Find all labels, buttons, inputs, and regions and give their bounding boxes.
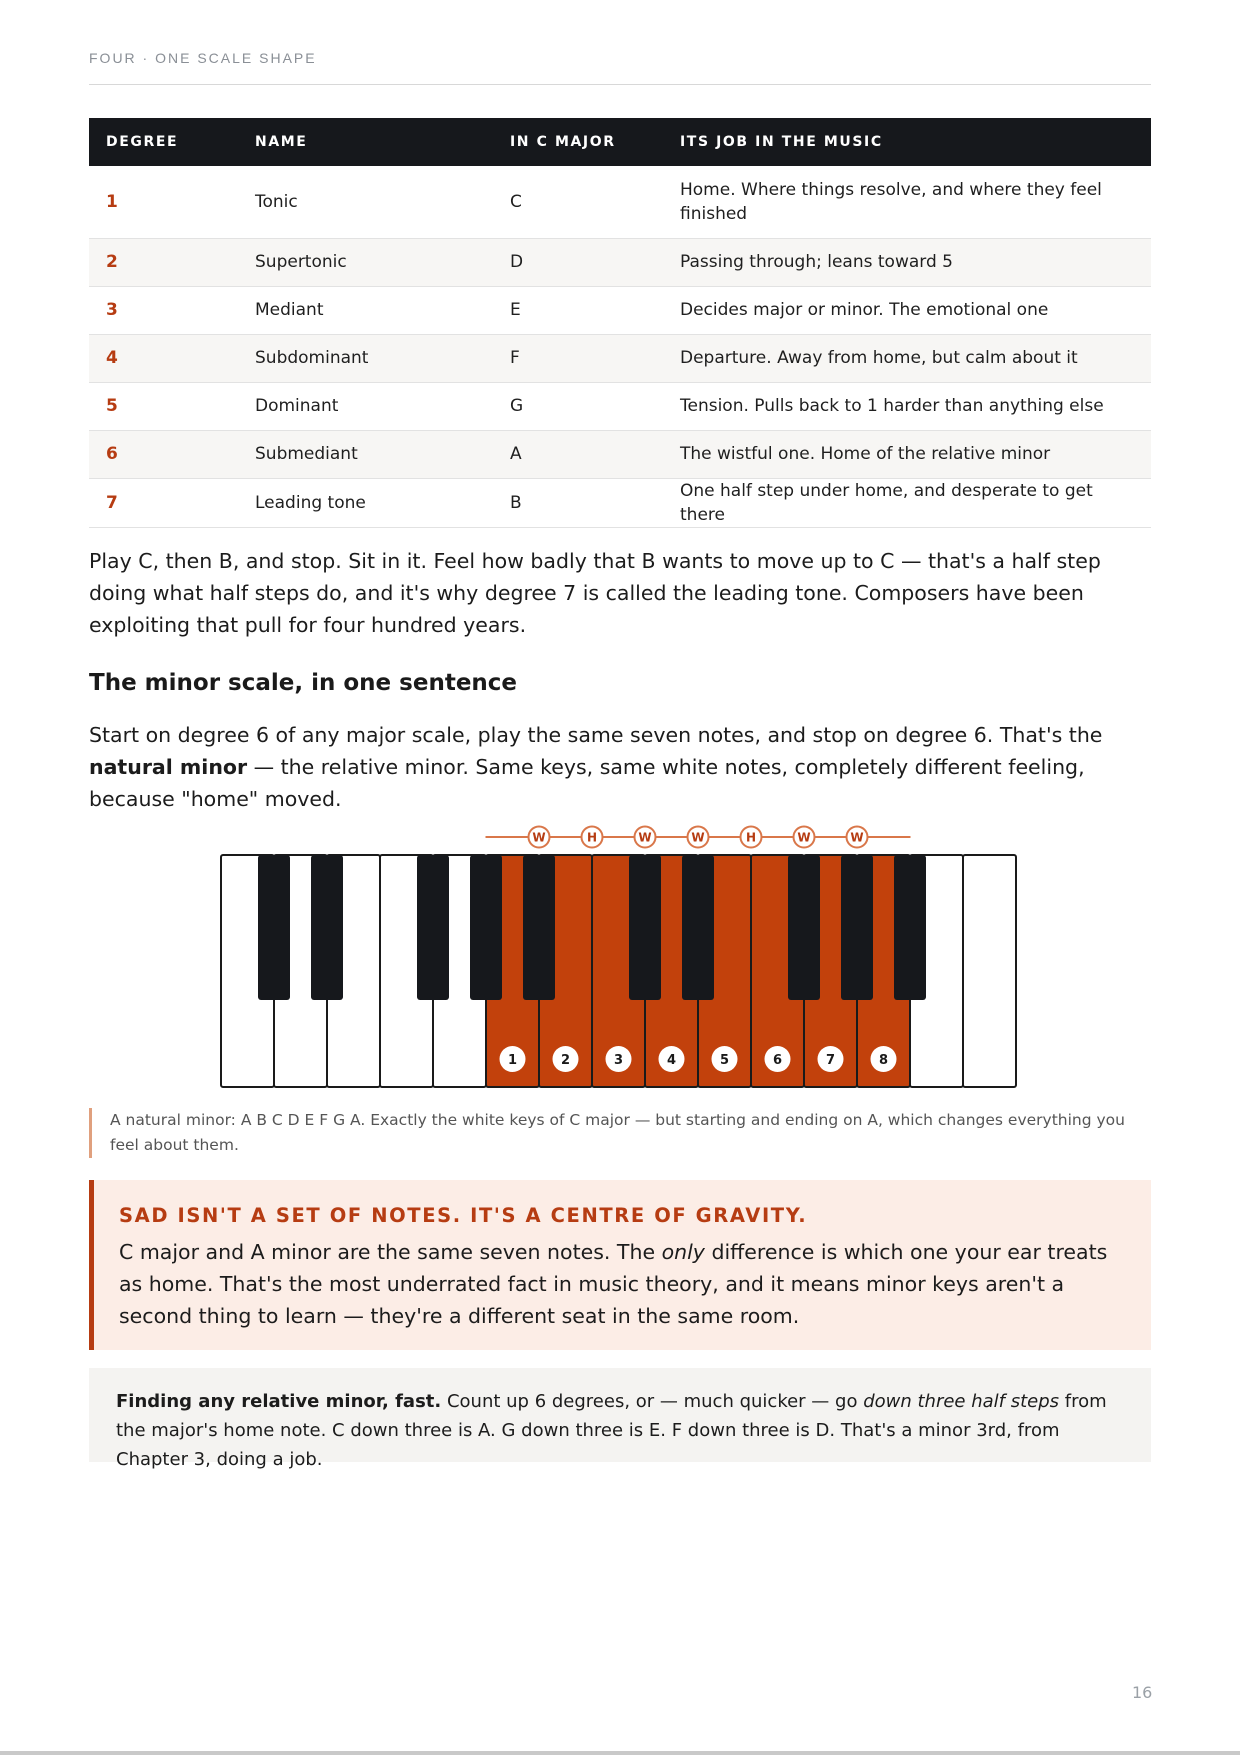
table-row bbox=[89, 334, 1151, 382]
degree-cell: 6 bbox=[89, 430, 238, 478]
degree-cell: 1 bbox=[89, 166, 238, 238]
name-cell: Tonic bbox=[238, 166, 493, 238]
tip-text: Count up 6 degrees, or — much quicker — go bbox=[441, 1391, 864, 1412]
black-key bbox=[417, 855, 449, 1000]
note-number-label: 4 bbox=[666, 1053, 677, 1068]
bottom-border bbox=[0, 1751, 1240, 1755]
job-cell: One half step under home, and desperate to get there bbox=[663, 478, 1151, 527]
callout-text: C major and A minor are the same seven notes. The bbox=[119, 1240, 662, 1264]
white-key bbox=[963, 855, 1016, 1087]
table-row bbox=[89, 430, 1151, 478]
job-cell: Decides major or minor. The emotional one bbox=[663, 286, 1151, 334]
job-cell: Departure. Away from home, but calm about it bbox=[663, 334, 1151, 382]
table-row bbox=[89, 286, 1151, 334]
callout-title: SAD ISN'T A SET OF NOTES. IT'S A CENTRE OF GRAVITY. bbox=[119, 1204, 808, 1227]
paragraph-text: — the relative minor. Same keys, same white notes, completely different feeling, because "home" moved. bbox=[89, 755, 1085, 811]
tip-emphasis: down three half steps bbox=[863, 1391, 1060, 1412]
table-row bbox=[89, 478, 1151, 527]
step-label: W bbox=[691, 830, 705, 845]
callout-emphasis: only bbox=[661, 1240, 705, 1264]
note-number-label: 1 bbox=[507, 1053, 518, 1068]
note-number-label: 6 bbox=[772, 1053, 783, 1068]
degree-cell: 7 bbox=[89, 478, 238, 527]
name-cell: Mediant bbox=[238, 286, 493, 334]
note-cell: F bbox=[493, 334, 663, 382]
degree-cell: 2 bbox=[89, 238, 238, 286]
name-cell: Supertonic bbox=[238, 238, 493, 286]
note-cell: A bbox=[493, 430, 663, 478]
black-key bbox=[311, 855, 343, 1000]
step-label: W bbox=[532, 830, 546, 845]
black-key bbox=[629, 855, 661, 1000]
black-key bbox=[894, 855, 926, 1000]
column-header-name: NAME bbox=[238, 118, 493, 166]
note-cell: E bbox=[493, 286, 663, 334]
figure-caption: A natural minor: A B C D E F G A. Exactly the white keys of C major — but starting and ending on A, which changes everything you feel about them. bbox=[89, 1108, 1152, 1158]
step-label: H bbox=[745, 830, 757, 845]
tip-text: from the major's home note. C down three is A. G down three is E. F down three is D. That's a minor 3rd, from Chapter 3, doing a job. bbox=[116, 1391, 1107, 1470]
note-number-label: 3 bbox=[613, 1053, 624, 1068]
column-header-in-c-major: IN C MAJOR bbox=[493, 118, 663, 166]
note-number-label: 8 bbox=[878, 1053, 889, 1068]
job-cell: Home. Where things resolve, and where they feel finished bbox=[663, 166, 1151, 238]
leading-tone-paragraph: Play C, then B, and stop. Sit in it. Feel how badly that B wants to move up to C — that's a half step doing what half steps do, and it's why degree 7 is called the leading tone. Composers have been exploiting that pull for four hundred years. bbox=[89, 549, 1101, 637]
degree-cell: 4 bbox=[89, 334, 238, 382]
step-label: W bbox=[797, 830, 811, 845]
note-cell: D bbox=[493, 238, 663, 286]
paragraph-text: Start on degree 6 of any major scale, play the same seven notes, and stop on degree 6. That's the bbox=[89, 723, 1103, 747]
scale-degrees-table bbox=[89, 118, 1151, 528]
name-cell: Subdominant bbox=[238, 334, 493, 382]
step-label: W bbox=[850, 830, 864, 845]
natural-minor-term: natural minor bbox=[89, 755, 248, 779]
black-key bbox=[470, 855, 502, 1000]
callout-body bbox=[119, 1236, 1129, 1332]
name-cell: Submediant bbox=[238, 430, 493, 478]
note-cell: C bbox=[493, 166, 663, 238]
header-divider bbox=[89, 84, 1151, 85]
step-label: H bbox=[586, 830, 598, 845]
black-key bbox=[523, 855, 555, 1000]
step-label: W bbox=[638, 830, 652, 845]
callout-text: difference is which one your ear treats as home. That's the most underrated fact in music theory, and it means minor keys aren't a second thing to learn — they're a different seat in the same room. bbox=[119, 1240, 1108, 1328]
job-cell: Tension. Pulls back to 1 harder than anything else bbox=[663, 382, 1151, 430]
black-key bbox=[682, 855, 714, 1000]
black-key bbox=[788, 855, 820, 1000]
tip-title: Finding any relative minor, fast. bbox=[116, 1391, 442, 1412]
black-key bbox=[258, 855, 290, 1000]
column-header-degree: DEGREE bbox=[89, 118, 238, 166]
table-row bbox=[89, 238, 1151, 286]
column-header-job: ITS JOB IN THE MUSIC bbox=[663, 118, 1151, 166]
name-cell: Leading tone bbox=[238, 478, 493, 527]
note-cell: B bbox=[493, 478, 663, 527]
job-cell: Passing through; leans toward 5 bbox=[663, 238, 1151, 286]
note-number-label: 7 bbox=[825, 1053, 836, 1068]
page-number: 16 bbox=[1132, 1683, 1153, 1702]
note-cell: G bbox=[493, 382, 663, 430]
natural-minor-paragraph bbox=[89, 719, 1151, 815]
black-key bbox=[841, 855, 873, 1000]
table-row bbox=[89, 166, 1151, 238]
degree-cell: 3 bbox=[89, 286, 238, 334]
table-header-row bbox=[89, 118, 1151, 166]
tip-box bbox=[89, 1368, 1151, 1470]
callout-box bbox=[89, 1180, 1151, 1350]
name-cell: Dominant bbox=[238, 382, 493, 430]
section-heading: The minor scale, in one sentence bbox=[89, 670, 518, 696]
note-number-label: 2 bbox=[560, 1053, 571, 1068]
job-cell: The wistful one. Home of the relative minor bbox=[663, 430, 1151, 478]
note-number-label: 5 bbox=[719, 1053, 730, 1068]
piano-keyboard-diagram bbox=[219, 815, 1019, 1090]
table-row bbox=[89, 382, 1151, 430]
running-head: FOUR · ONE SCALE SHAPE bbox=[89, 50, 317, 66]
degree-cell: 5 bbox=[89, 382, 238, 430]
